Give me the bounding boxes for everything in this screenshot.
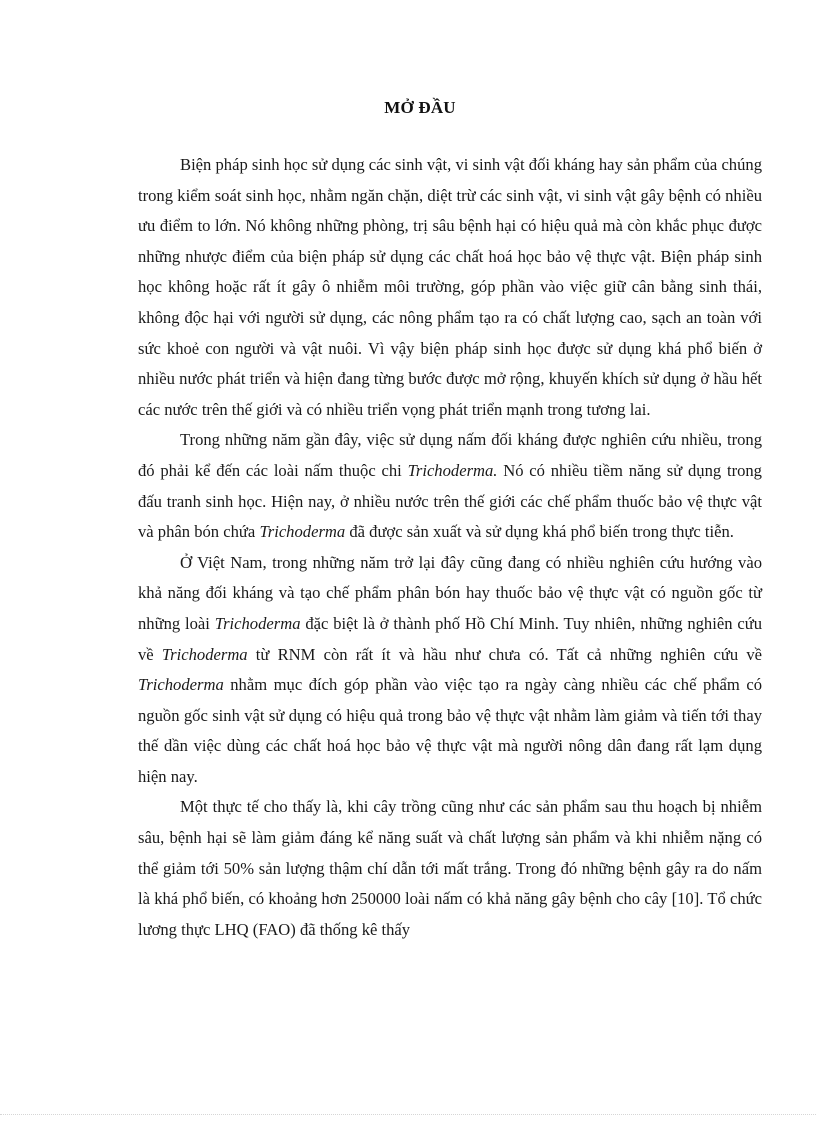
page-title: MỞ ĐẦU (384, 98, 456, 117)
paragraph-3 (138, 548, 762, 793)
page-bottom-divider (0, 1114, 816, 1115)
italic-term: Trichoderma (138, 675, 224, 695)
text-run: Nó có nhiều tiềm năng sử dụng trong đấu tranh sinh học. Hiện nay, ở nhiều nước trên thế giới các chế phẩm thuốc bảo vệ thực vật và phân bón chứa (138, 460, 762, 542)
paragraph-1 (138, 150, 762, 425)
text-run: Một thực tế cho thấy là, khi cây trồng cũng như các sản phẩm sau thu hoạch bị nhiễm sâu, bệnh hại sẽ làm giảm đáng kể năng suất và chất lượng sản phẩm và khi nhiễm nặng có thể giảm tới 50% sản lượng thậm chí dẫn tới mất trắng. Trong đó những bệnh gây ra do nấm là khá phổ biến, có khoảng hơn 250000 loài nấm có khả năng gây bệnh cho cây [10]. Tổ chức lương thực LHQ (FAO) đã thống kê thấy (138, 797, 762, 939)
text-run: đặc biệt là ở thành phố Hồ Chí Minh. Tuy nhiên, những nghiên cứu về (138, 613, 762, 664)
italic-term: Trichoderma (161, 644, 248, 664)
text-run: từ RNM còn rất ít và hầu như chưa có. Tất cả những nghiên cứu về (247, 644, 762, 664)
text-run: nhằm mục đích góp phần vào việc tạo ra ngày càng nhiều các chế phẩm có nguồn gốc sinh vật sử dụng có hiệu quả trong bảo vệ thực vật nhằm làm giảm và tiến tới thay thế dần việc dùng các chất hoá học bảo vệ thực vật mà người nông dân đang rất lạm dụng hiện nay. (138, 675, 762, 786)
text-run: Biện pháp sinh học sử dụng các sinh vật, vi sinh vật đối kháng hay sản phẩm của chúng trong kiểm soát sinh học, nhằm ngăn chặn, diệt trừ các sinh vật, vi sinh vật gây bệnh có nhiều ưu điểm to lớn. Nó không những phòng, trị sâu bệnh hại có hiệu quả mà còn khắc phục được những nhược điểm của biện pháp sử dụng các chất hoá học bảo vệ thực vật. Biện pháp sinh học không hoặc rất ít gây ô nhiễm môi trường, góp phần vào việc giữ cân bằng sinh thái, không độc hại với người sử dụng, các nông phẩm tạo ra có chất lượng cao, sạch an toàn với sức khoẻ con người và vật nuôi. Vì vậy biện pháp sinh học được sử dụng khá phổ biến ở nhiều nước phát triển và hiện đang từng bước được mở rộng, khuyến khích sử dụng ở hầu hết các nước trên thế giới và có nhiều triển vọng phát triển mạnh trong tương lai. (138, 155, 762, 419)
italic-term: Trichoderma (259, 522, 346, 542)
text-run: Trong những năm gần đây, việc sử dụng nấm đối kháng được nghiên cứu nhiều, trong đó phải kể đến các loài nấm thuộc chi (138, 430, 762, 480)
document-body (138, 150, 762, 945)
italic-term: Trichoderma. (407, 460, 498, 480)
italic-term: Trichoderma (214, 613, 301, 633)
paragraph-4 (138, 792, 762, 945)
text-run: Ở Việt Nam, trong những năm trở lại đây cũng đang có nhiều nghiên cứu hướng vào khả năng đối kháng và tạo chế phẩm phân bón hay thuốc bảo vệ thực vật có nguồn gốc từ những loài (138, 552, 762, 633)
paragraph-2 (138, 425, 762, 547)
text-run: đã được sản xuất và sử dụng khá phổ biến trong thực tiễn. (345, 522, 734, 542)
